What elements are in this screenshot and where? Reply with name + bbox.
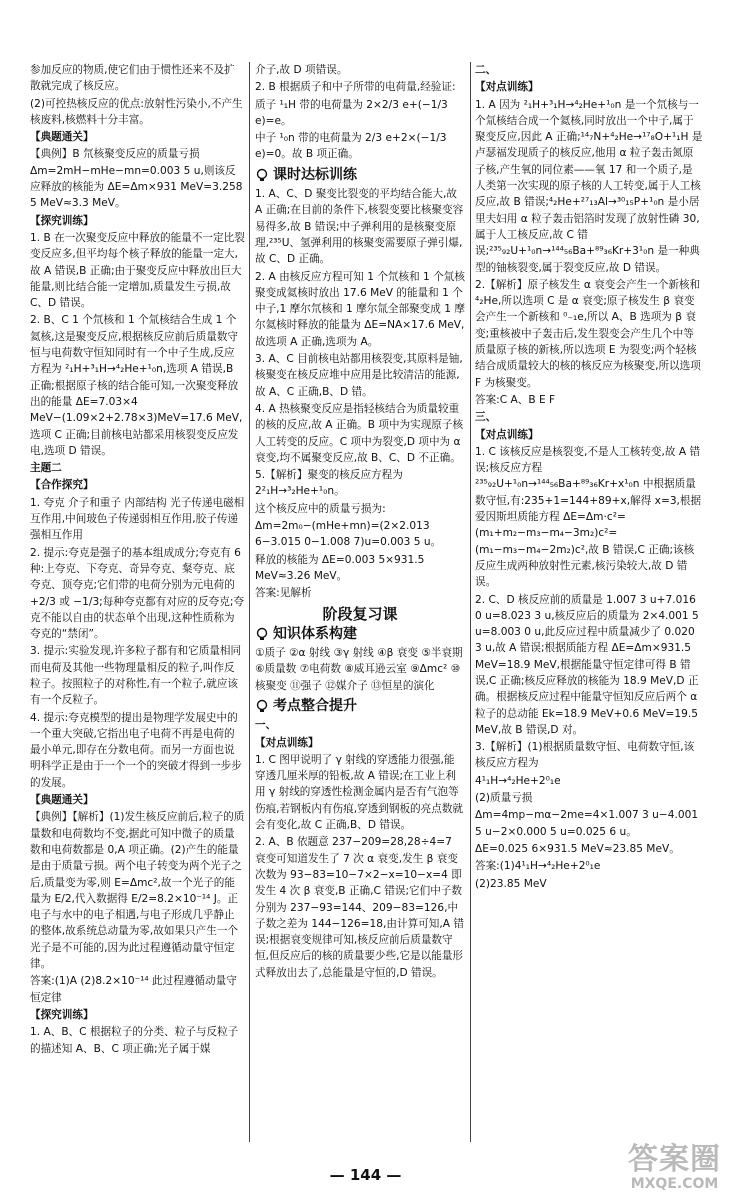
body-paragraph: 2. C、D 核反应前的质量是 1.007 3 u+7.016 0 u=8.023 3 u,核反应后的质量为 2×4.001 5 u=8.003 0 u,此反应过程中质量减少了 0.020 3 u,故 A 错误;根据质能方程 ΔE=Δm×931.5 MeV=18.9 MeV,根据能量守恒定律可得 B 错误,C 正确;核反应释放的核能为 18.9 MeV,D 正确。根据核反应过程中能量守恒知反应后两个 α 粒子的总动能 Ek=18.9 MeV+0.6 MeV=19.5 MeV,故 B 错误,D 对。 xyxy=(475,593,699,736)
section-label: 二、 xyxy=(475,64,497,76)
bulb-icon xyxy=(255,699,269,713)
section-label: 主题二 xyxy=(30,462,62,475)
watermark-logo xyxy=(628,1144,721,1192)
bulb-icon xyxy=(255,627,269,641)
body-paragraph: 答案:(1)A (2)8.2×10⁻¹⁴ 此过程遵循动量守恒定律 xyxy=(30,975,237,1004)
body-paragraph: Δm=2m₀−(mHe+mn)=(2×2.013 6−3.015 0−1.008 7)u=0.003 5 u。 xyxy=(255,520,442,549)
column-divider xyxy=(470,62,471,1142)
body-paragraph: 质子 ¹₁H 带的电荷量为 2×2/3 e+(−1/3 e)=e。 xyxy=(255,98,448,127)
body-paragraph: 1. B 在一次聚变反应中释放的能量不一定比裂变反应多,但平均每个核子释放的能量一定大,故 A 错误,B 正确;由于聚变反应中释放出巨大能量,则比结合能一定增加,质量发生亏损,故 C、D 错误。 xyxy=(30,231,245,310)
body-paragraph: 2. A 由核反应方程可知 1 个氘核和 1 个氚核聚变成氦核时放出 17.6 MeV 的能量和 1 个中子,1 摩尔氘核和 1 摩尔氚全部聚变成 1 摩尔氦核时释放的能量为 ΔE=NA×17.6 MeV,故选项 A 正确,选项为 A。 xyxy=(255,270,465,348)
section-label: 一、 xyxy=(255,719,277,732)
watermark-title: 答案圈 xyxy=(628,1142,721,1177)
body-paragraph: 4¹₁H→⁴₂He+2⁰₁e xyxy=(475,774,561,787)
body-paragraph: 参加反应的物质,使它们由于惯性还来不及扩散就完成了核反应。 xyxy=(30,64,235,93)
body-paragraph: 1. C 图甲说明了 γ 射线的穿透能力很强,能穿透几厘米厚的铅板,故 A 错误;在工业上利用 γ 射线的穿透性检测金属内是否有气泡等伤痕,若钢板内有伤痕,穿透到钢板的亮点数就会有变化,故 C 正确,B、D 错误。 xyxy=(255,753,464,832)
section-label: 【对点训练】 xyxy=(475,81,539,94)
section-label: 【合作探究】 xyxy=(30,479,94,492)
body-paragraph: (2)23.85 MeV xyxy=(475,877,547,890)
body-paragraph: 1. A 因为 ²₁H+³₁H→⁴₂He+¹₀n 是一个氘核与一个氚核结合成一个氦核,同时放出一个中子,属于聚变反应,因此 A 正确;¹⁴₇N+⁴₂He→¹⁷₈O+¹₁H 是卢瑟福发现质子的核反应,他用 α 粒子轰击氮原子核,产生氧的同位素——氧 17 和一个质子,是人类第一次实现的原子核的人工转变,属于人工核反应,故 B 错误;⁴₂He+²⁷₁₃Al→³⁰₁₅P+¹₀n 是小居里夫妇用 α 粒子轰击铝箔时发现了放射性磷 30,属于人工核反应,故 C 错误;²³⁵₉₂U+¹₀n→¹⁴⁴₅₆Ba+⁸⁹₃₆Kr+3¹₀n 是一种典型的铀核裂变,属于裂变反应,故 D 错误。 xyxy=(475,98,703,274)
body-paragraph: 释放的核能为 ΔE=0.003 5×931.5 MeV≈3.26 MeV。 xyxy=(255,553,425,582)
body-paragraph: 4. 提示:夸克模型的提出是物理学发展史中的一个重大突破,它指出电子电荷不再是电荷的最小单元,即存在分数电荷。而另一方面也说明科学正是由于一个一个的突破才得到一步步的发展。 xyxy=(30,711,242,789)
body-paragraph: 中子 ¹₀n 带的电荷量为 2/3 e+2×(−1/3 e)=0。故 B 项正确。 xyxy=(255,132,447,161)
page-number: — 144 — xyxy=(329,1166,402,1184)
body-paragraph: 3. 提示:实验发现,许多粒子都有和它质量相同而电荷及其他一些物理量相反的粒子,叫作反粒子。按照粒子的对称性,有一个粒子,就应该有一个反粒子。 xyxy=(30,645,242,707)
body-paragraph: 2. 提示:夸克是强子的基本组成成分;夸克有 6 种:上夸克、下夸克、奇异夸克、粲夸克、底夸克、顶夸克;它们带的电荷分别为元电荷的 +2/3 或 −1/3;每种夸克都有对应的反夸克;夸克不能以自由的状态单个出现,这种性质称为夸克的“禁闭”。 xyxy=(30,546,245,641)
section-label: 【典题通关】 xyxy=(30,131,94,144)
section-label: 【对点训练】 xyxy=(475,428,539,441)
section-banner-label: 考点整合提升 xyxy=(273,697,357,714)
watermark-url: MXQE.COM xyxy=(630,1176,719,1192)
body-paragraph: ①质子 ②α 射线 ③γ 射线 ④β 衰变 ⑤半衰期 ⑥质量数 ⑦电荷数 ⑧威耳逊云室 ⑨Δmc² ⑩核聚变 ⑪强子 ⑫媒介子 ⑬恒星的演化 xyxy=(255,647,463,692)
section-banner-label: 知识体系构建 xyxy=(273,625,357,642)
section-label: 【探究训练】 xyxy=(30,1008,94,1021)
body-paragraph: (2)质量亏损 xyxy=(475,792,533,805)
body-paragraph: 2. B 根据质子和中子所带的电荷量,经验证: xyxy=(255,81,456,94)
column-middle xyxy=(255,62,465,982)
body-paragraph: 5.【解析】聚变的核反应方程为 2²₁H→³₂He+¹₀n。 xyxy=(255,469,403,498)
bulb-icon xyxy=(255,168,269,182)
body-paragraph: 1. A、C、D 聚变比裂变的平均结合能大,故 A 正确;在目前的条件下,核裂变要比核聚变容易得多,故 B 错误;中子弹利用的是核聚变原理,²³⁵U、氢弹利用的核聚变需要原子弹引爆,故 C、D 正确。 xyxy=(255,188,464,266)
column-left xyxy=(30,62,245,1058)
section-label: 【探究训练】 xyxy=(30,214,94,227)
section-label: 【典题通关】 xyxy=(30,794,94,807)
body-paragraph: 3.【解析】(1)根据质量数守恒、电荷数守恒,该核反应方程为 xyxy=(475,741,695,770)
chapter-heading: 阶段复习课 xyxy=(322,604,398,623)
body-paragraph: 答案:C A、B E F xyxy=(475,393,556,406)
body-paragraph: 4. A 热核聚变反应是指轻核结合为质量较重的核的反应,故 A 正确。B 项中为实现原子核人工转变的反应。C 项中为裂变,D 项中为 α 衰变,均不属聚变反应,故 B、C、D 不正确。 xyxy=(255,402,464,464)
body-paragraph: 【典例】【解析】(1)发生核反应前后,粒子的质量数和电荷数均不变,据此可知中微子的质量数和电荷数都是 0,A 项正确。(2)产生的能量是由于质量亏损。两个电子转变为两个光子之后,质量变为零,则 E=Δmc²,故一个光子的能量为 E/2,代入数据得 E/2=8.2×10⁻¹⁴ J。正电子与水中的电子相遇,与电子形成几乎静止的整体,故系统总动量为零,故如果只产生一个光子是不可能的,因为此过程遵循动量守恒定律。 xyxy=(30,811,245,971)
body-paragraph: 1. C 该核反应是核裂变,不是人工核转变,故 A 错误;核反应方程 ²³⁵₉₂U+¹₀n→¹⁴⁴₅₆Ba+⁸⁹₃₆Kr+x¹₀n 中根据质量数守恒,有:235+1=144+89+x,解得 x=3,根据爱因斯坦质能方程 ΔE=Δm·c²=(m₁+m₂−m₃−m₄−3m₂)c²=(m₁−m₃−m₄−2m₂)c²,故 B 错误,C 正确;该核反应生成两种放射性元素,核污染较大,故 D 错误。 xyxy=(475,445,702,589)
body-paragraph: 1. A、B、C 根据粒子的分类、粒子与反粒子的描述知 A、B、C 项正确;光子属于媒 xyxy=(30,1026,239,1055)
body-paragraph: 3. A、C 目前核电站都用核裂变,其原料是铀,核聚变在核反应堆中应用是比较清洁的能源,故 A、C 正确,B、D 错。 xyxy=(255,353,463,398)
section-label: 三、 xyxy=(475,411,497,424)
body-paragraph: Δm=4mp−mα−2me=4×1.007 3 u−4.001 5 u−2×0.000 5 u=0.025 6 u。 xyxy=(475,809,699,838)
body-paragraph: 1. 夸克 介子和重子 内部结构 光子传递电磁相互作用,中间玻色子传递弱相互作用,胶子传递强相互作用 xyxy=(30,496,245,542)
section-banner xyxy=(255,698,465,714)
body-paragraph: 这个核反应中的质量亏损为: xyxy=(255,502,386,515)
body-paragraph: 2.【解析】原子核发生 α 衰变会产生一个新核和 ⁴₂He,所以选项 C 是 α 衰变;原子核发生 β 衰变会产生一个新核和 ⁰₋₁e,所以 A、B 选项为 β 衰变;重核被中子轰击后,发生裂变会产生几个中等质量原子核的新核,所以选项 E 为裂变;两个轻核结合成质量较大的核的核反应为核聚变,所以选项 F 为核聚变。 xyxy=(475,278,701,389)
section-banner xyxy=(255,626,465,642)
body-paragraph: 答案:见解析 xyxy=(255,587,312,600)
section-label: 【对点训练】 xyxy=(255,736,319,749)
body-paragraph: 2. A、B 依题意 237−209=28,28÷4=7 衰变可知道发生了 7 次 α 衰变,发生 β 衰变次数为 93−83=10−7×2−x=10−x=4 即发生 4 次 β 衰变,B 正确,C 错误;它们中子数分别为 237−93=144、209−83=126,中子数之差为 144−126=18,由计算可知,A 错误;根据衰变规律可知,核反应前后质量数守恒,但反应后的核的质量要少些,它是以能量形式释放出去了,总能量是守恒的,D 错误。 xyxy=(255,836,464,979)
body-paragraph: 介子,故 D 项错误。 xyxy=(255,64,348,76)
body-paragraph: ΔE=0.025 6×931.5 MeV≈23.85 MeV。 xyxy=(475,842,680,855)
body-paragraph: 【典例】B 氘核聚变反应的质量亏损 Δm=2mH−mHe−mn=0.003 5 u,则该反应释放的核能为 ΔE=Δm×931 MeV=3.258 5 MeV≈3.3 MeV。 xyxy=(30,148,243,210)
column-right xyxy=(475,62,703,893)
body-paragraph: 2. B、C 1 个氘核和 1 个氚核结合生成 1 个氦核,这是聚变反应,根据核反应前后质量数守恒与电荷数守恒知同时有一个中子生成,反应方程为 ²₁H+³₁H→⁴₂He+¹₀n,选项 A 错误,B 正确;根据原子核的结合能可知,一次聚变释放出的能量 ΔE=7.03×4 MeV−(1.09×2+2.78×3)MeV=17.6 MeV,选项 C 正确;目前核电站都采用核裂变反应发电,选项 D 错误。 xyxy=(30,314,243,457)
section-banner xyxy=(255,167,465,183)
column-divider xyxy=(249,62,250,1142)
section-banner-label: 课时达标训练 xyxy=(273,166,357,183)
body-paragraph: 答案:(1)4¹₁H→⁴₂He+2⁰₁e xyxy=(475,860,601,873)
body-paragraph: (2)可控热核反应的优点:放射性污染小,不产生核废料,核燃料十分丰富。 xyxy=(30,97,243,126)
